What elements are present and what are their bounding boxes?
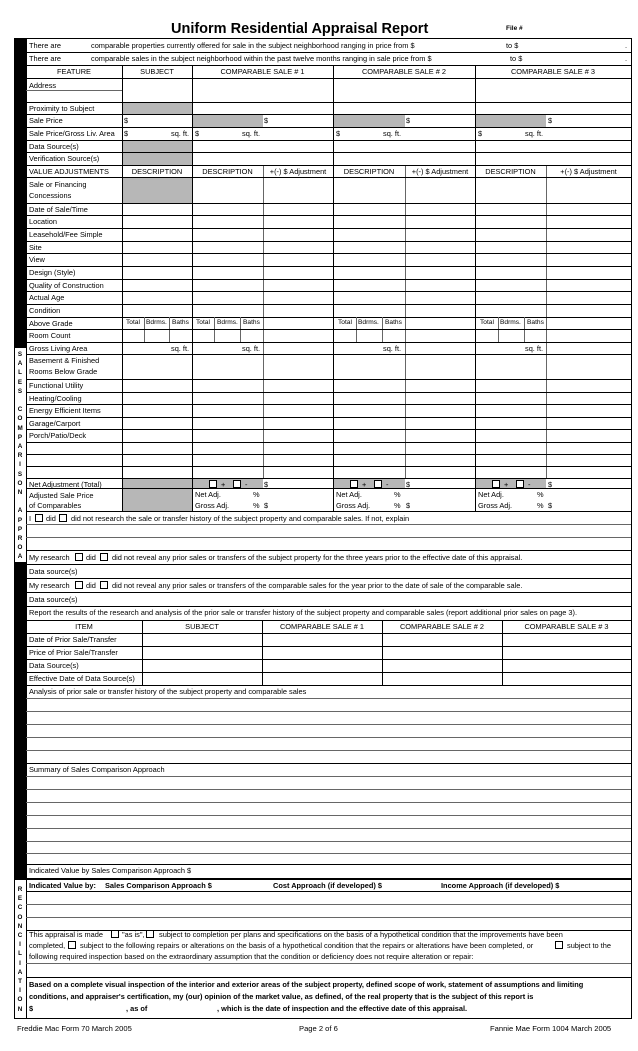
my-research-subject-label: My research <box>29 553 70 562</box>
recon-cost-approach: Cost Approach (if developed) $ <box>273 881 382 890</box>
comp1-plus-checkbox[interactable] <box>209 480 217 488</box>
sale-financing-line2: Concessions <box>29 191 72 201</box>
va-comp1-description: DESCRIPTION <box>202 167 253 176</box>
va-comp3-adjustment: +(-) $ Adjustment <box>560 167 617 176</box>
as-is-label: "as is", <box>122 930 145 939</box>
final-as-of: , as of <box>126 1004 148 1013</box>
made-text-1: This appraisal is made <box>29 930 103 939</box>
comp1-adjusted-dollar: $ <box>264 501 269 510</box>
report-results-text: Report the results of the research and analysis of the prior sale or transfer history of the subject property and comparable sales (report additional prior sales on page 3). <box>29 608 578 617</box>
comp3-plus-label: + <box>504 480 509 489</box>
research-did-checkbox[interactable] <box>35 514 43 522</box>
recon-income-approach: Income Approach (if developed) $ <box>441 881 560 890</box>
comp1-net-adj-label: Net Adj. <box>195 490 221 499</box>
comp3-net-dollar: $ <box>548 480 553 489</box>
above-grade-subject-total: Total <box>126 319 140 326</box>
comp3-gross-adj-pct: % <box>537 501 544 510</box>
sidebar-sales-comparison-text: S A L E S C O M P A R I S O N A P P R O A C H <box>17 351 23 579</box>
footer-page-number: Page 2 of 6 <box>299 1024 338 1033</box>
comp1-minus-label: - <box>245 480 248 489</box>
row-actual-age-label: Actual Age <box>29 293 65 302</box>
prior-analysis-label: Analysis of prior sale or transfer history of the subject property and comparable sales <box>29 687 307 696</box>
data-source-subject-shaded <box>123 141 192 165</box>
comp2-gross-adj-label: Gross Adj. <box>336 501 371 510</box>
summary-label: Summary of Sales Comparison Approach <box>29 765 165 774</box>
file-number-label: File # <box>506 25 523 32</box>
row-sale-price-label: Sale Price <box>29 116 63 125</box>
above-grade-subject-baths: Baths <box>172 319 189 326</box>
row-design-label: Design (Style) <box>29 268 76 277</box>
comp2-plus-checkbox[interactable] <box>350 480 358 488</box>
research-did-not-text: did not research the sale or transfer history of the subject property and comparable sales. If not, explain <box>71 514 410 523</box>
subject-header: SUBJECT <box>140 67 174 76</box>
va-subject-description: DESCRIPTION <box>131 167 183 176</box>
listings-period-1: . <box>625 41 628 50</box>
above-grade-comp2-baths: Baths <box>385 319 402 326</box>
sp-gla-comp3-dollar: $ <box>478 129 483 138</box>
my-research-comps-label: My research <box>29 581 70 590</box>
adjusted-price-line2: of Comparables <box>29 501 82 511</box>
row-functional-label: Functional Utility <box>29 381 84 390</box>
made-text-4: following required inspection based on the extraordinary assumption that the condition or deficiency does not require alteration or repair: <box>29 952 474 961</box>
prior-comp3-header: COMPARABLE SALE # 3 <box>524 622 609 631</box>
above-grade-subject-bdrms: Bdrms. <box>146 319 167 326</box>
as-is-checkbox[interactable] <box>111 930 119 938</box>
sidebar-reconciliation-text: R E C O N C I L I A T I O N <box>17 886 23 1013</box>
research-did-label: did <box>46 514 56 523</box>
sale-financing-line1: Sale or Financing <box>29 180 87 189</box>
above-grade-comp1-bdrms: Bdrms. <box>217 319 238 326</box>
sale-price-comp1-shaded <box>193 115 263 127</box>
page-title: Uniform Residential Appraisal Report <box>171 21 429 37</box>
comp3-minus-label: - <box>528 480 531 489</box>
prior-price-label: Price of Prior Sale/Transfer <box>29 648 118 657</box>
above-grade-comp2-total: Total <box>338 319 352 326</box>
row-room-count-label: Room Count <box>29 331 71 340</box>
above-grade-comp3-baths: Baths <box>527 319 544 326</box>
row-energy-label: Energy Efficient Items <box>29 406 101 415</box>
row-heating-label: Heating/Cooling <box>29 394 82 403</box>
proximity-subject-shaded <box>123 102 192 114</box>
net-adj-comp1-shaded <box>193 478 263 488</box>
sale-financing-subject-shaded <box>123 178 192 203</box>
completion-checkbox[interactable] <box>146 930 154 938</box>
sale-price-comp1-dollar: $ <box>264 116 269 125</box>
comp2-net-adj-pct: % <box>394 490 401 499</box>
subject-research-did-label: did <box>86 553 96 562</box>
comp2-minus-label: - <box>386 480 389 489</box>
comps-research-did-checkbox[interactable] <box>75 581 83 589</box>
row-porch-label: Porch/Patio/Deck <box>29 431 87 440</box>
subject-data-sources-label: Data source(s) <box>29 567 78 576</box>
prior-subject-header: SUBJECT <box>185 622 219 631</box>
final-effective-date-text: , which is the date of inspection and the effective date of this appraisal. <box>217 1004 468 1013</box>
sp-gla-comp3-sqft: sq. ft. <box>525 129 544 138</box>
value-adjustments-header: VALUE ADJUSTMENTS <box>29 167 109 176</box>
comp1-net-dollar: $ <box>264 480 269 489</box>
inspection-checkbox[interactable] <box>555 941 563 949</box>
made-text-2: subject to completion per plans and specifications on the basis of a hypothetical condition that the improvements have been <box>159 930 563 939</box>
row-data-sources-label: Data Source(s) <box>29 142 79 151</box>
row-address-label: Address <box>29 81 57 90</box>
sale-price-comp2-dollar: $ <box>406 116 411 125</box>
subject-research-did-checkbox[interactable] <box>75 553 83 561</box>
subject-research-did-not-text: did not reveal any prior sales or transfers of the subject property for the three years prior to the effective date of this appraisal. <box>112 553 523 562</box>
sp-gla-comp2-dollar: $ <box>336 129 341 138</box>
sp-gla-subject-dollar: $ <box>124 129 129 138</box>
research-did-not-checkbox[interactable] <box>59 514 67 522</box>
sales-comparison-sidebar-label <box>14 350 26 579</box>
gla-comp1-sqft: sq. ft. <box>242 344 261 353</box>
feature-header: FEATURE <box>57 67 91 76</box>
prior-date-label: Date of Prior Sale/Transfer <box>29 635 117 644</box>
comp2-gross-adj-pct: % <box>394 501 401 510</box>
row-site-label: Site <box>29 243 42 252</box>
adjusted-price-line1: Adjusted Sale Price <box>29 491 94 500</box>
comp2-adjusted-dollar: $ <box>406 501 411 510</box>
row-view-label: View <box>29 255 45 264</box>
va-comp2-adjustment: +(-) $ Adjustment <box>411 167 469 176</box>
final-value-dollar: $ <box>29 1004 34 1013</box>
sp-gla-subject-sqft: sq. ft. <box>171 129 190 138</box>
va-comp3-description: DESCRIPTION <box>485 167 536 176</box>
above-grade-comp1-baths: Baths <box>243 319 260 326</box>
listings-offered-text: comparable properties currently offered for sale in the subject neighborhood ranging in price from $ <box>91 41 415 50</box>
made-text-3: subject to the following repairs or alterations on the basis of a hypothetical condition that the repairs or alterations have been completed, or <box>80 941 534 950</box>
row-sale-price-gla-label: Sale Price/Gross Liv. Area <box>29 129 115 138</box>
basement-line2: Rooms Below Grade <box>29 367 98 377</box>
completed-label: completed, <box>29 941 66 950</box>
comps-research-did-label: did <box>86 581 96 590</box>
comps-research-did-not-text: did not reveal any prior sales or transfers of the comparable sales for the year prior to the date of sale of the comparable sale. <box>112 581 523 590</box>
listings-to-2: to $ <box>510 54 523 63</box>
row-proximity-label: Proximity to Subject <box>29 104 95 113</box>
row-leasehold-label: Leasehold/Fee Simple <box>29 230 103 239</box>
comp1-minus-checkbox[interactable] <box>233 480 241 488</box>
gla-subject-sqft: sq. ft. <box>171 344 190 353</box>
prior-comp1-header: COMPARABLE SALE # 1 <box>279 622 365 631</box>
comp3-net-adj-pct: % <box>537 490 544 499</box>
comp1-gross-adj-label: Gross Adj. <box>195 501 230 510</box>
recon-sales-comparison: Sales Comparison Approach $ <box>105 881 212 890</box>
listings-there-are-1: There are <box>29 41 62 50</box>
research-i-label: I <box>29 514 32 523</box>
comps-research-did-not-checkbox[interactable] <box>100 581 108 589</box>
comp2-header: COMPARABLE SALE # 2 <box>361 67 447 76</box>
row-verification-label: Verification Source(s) <box>29 154 100 163</box>
comp3-net-adj-label: Net Adj. <box>478 490 504 499</box>
prior-item-header: ITEM <box>75 622 93 631</box>
subject-to-the-label: subject to the <box>567 941 611 950</box>
comp1-plus-label: + <box>221 480 226 489</box>
final-statement-line2: conditions, and appraiser's certification, my (our) opinion of the market value, as defined, of the real property that is the subject of this report is <box>29 992 534 1001</box>
comp1-header: COMPARABLE SALE # 1 <box>220 67 305 76</box>
va-comp1-adjustment: +(-) $ Adjustment <box>269 167 327 176</box>
above-grade-comp3-bdrms: Bdrms. <box>500 319 521 326</box>
prior-effective-date-label: Effective Date of Data Source(s) <box>29 674 135 683</box>
comp3-header: COMPARABLE SALE # 3 <box>510 67 596 76</box>
comp3-plus-checkbox[interactable] <box>492 480 500 488</box>
prior-data-source-label: Data Source(s) <box>29 661 79 670</box>
comp2-plus-label: + <box>362 480 367 489</box>
repairs-checkbox[interactable] <box>68 941 76 949</box>
row-net-adj-label: Net Adjustment (Total) <box>29 480 102 489</box>
listings-to-1: to $ <box>506 41 519 50</box>
sale-price-comp2-shaded <box>334 115 405 127</box>
basement-line1: Basement & Finished <box>29 356 100 365</box>
row-adjusted-price-label <box>29 491 94 511</box>
row-basement-label <box>29 356 99 377</box>
sale-price-comp3-dollar: $ <box>548 116 553 125</box>
footer-fannie-mae: Fannie Mae Form 1004 March 2005 <box>490 1024 612 1033</box>
comp1-net-adj-pct: % <box>253 490 260 499</box>
listings-there-are-2: There are <box>29 54 62 63</box>
above-grade-comp1-total: Total <box>196 319 210 326</box>
row-garage-label: Garage/Carport <box>29 419 81 428</box>
sidebar-black-bar-top <box>14 38 27 348</box>
indicated-value-sales-comp: Indicated Value by Sales Comparison Approach $ <box>29 866 192 875</box>
va-comp2-description: DESCRIPTION <box>343 167 395 176</box>
comp3-minus-checkbox[interactable] <box>516 480 524 488</box>
sale-price-subject-dollar: $ <box>124 116 129 125</box>
sale-price-comp3-shaded <box>476 115 546 127</box>
sp-gla-comp2-sqft: sq. ft. <box>383 129 402 138</box>
prior-comp2-header: COMPARABLE SALE # 2 <box>399 622 485 631</box>
footer-freddie-mac: Freddie Mac Form 70 March 2005 <box>17 1024 132 1033</box>
net-adj-subject-shaded <box>123 478 192 512</box>
row-above-grade-label: Above Grade <box>29 319 73 328</box>
row-quality-label: Quality of Construction <box>29 281 104 290</box>
recon-indicated-value-by: Indicated Value by: <box>29 881 96 890</box>
row-location-label: Location <box>29 217 57 226</box>
comp3-adjusted-dollar: $ <box>548 501 553 510</box>
row-sale-financing-label <box>29 180 87 201</box>
sidebar-black-bar-bottom <box>14 562 27 880</box>
comps-data-sources-label: Data source(s) <box>29 595 78 604</box>
subject-research-did-not-checkbox[interactable] <box>100 553 108 561</box>
reconciliation-sidebar-label <box>14 885 26 1015</box>
comp2-net-adj-label: Net Adj. <box>336 490 362 499</box>
comp2-net-dollar: $ <box>406 480 411 489</box>
comp3-gross-adj-label: Gross Adj. <box>478 501 513 510</box>
net-adj-comp2-shaded <box>334 478 405 488</box>
comp1-gross-adj-pct: % <box>253 501 260 510</box>
sp-gla-comp1-sqft: sq. ft. <box>242 129 261 138</box>
above-grade-comp2-bdrms: Bdrms. <box>358 319 379 326</box>
gla-comp2-sqft: sq. ft. <box>383 344 402 353</box>
net-adj-comp3-shaded <box>476 478 546 488</box>
above-grade-comp3-total: Total <box>480 319 494 326</box>
gla-comp3-sqft: sq. ft. <box>525 344 544 353</box>
comp2-minus-checkbox[interactable] <box>374 480 382 488</box>
listings-sales-text: comparable sales in the subject neighborhood within the past twelve months ranging in sale price from $ <box>91 54 432 63</box>
listings-period-2: . <box>625 54 628 63</box>
row-condition-label: Condition <box>29 306 61 315</box>
row-date-sale-label: Date of Sale/Time <box>29 205 88 214</box>
row-gla-label: Gross Living Area <box>29 344 88 353</box>
sp-gla-comp1-dollar: $ <box>195 129 200 138</box>
final-statement-line1: Based on a complete visual inspection of the interior and exterior areas of the subject property, defined scope of work, statement of assumptions and limiting <box>29 980 584 989</box>
